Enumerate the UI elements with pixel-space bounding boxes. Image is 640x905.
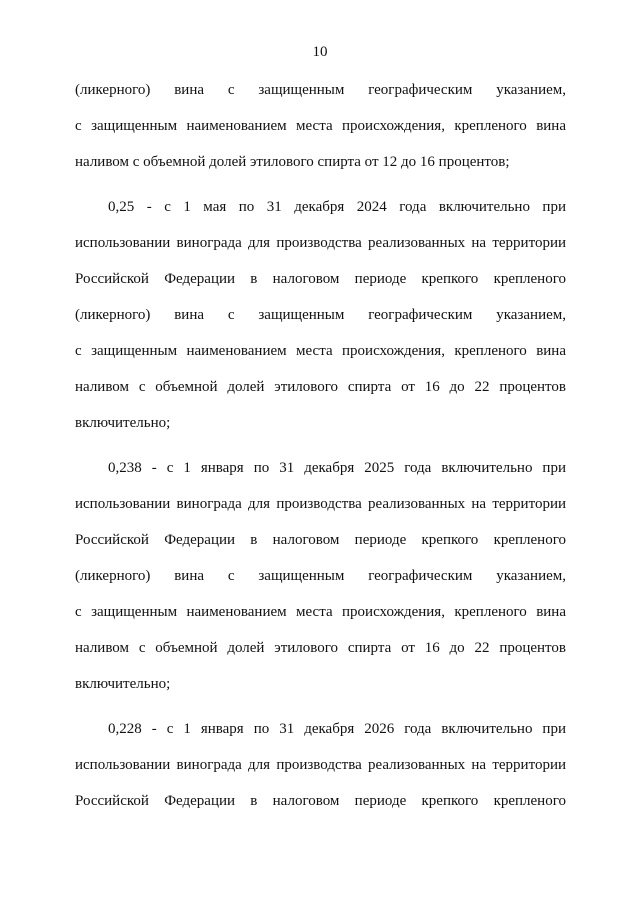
text-line: Российской Федерации в налоговом периоде крепкого крепленого bbox=[75, 793, 566, 809]
text-line: включительно; bbox=[75, 415, 171, 431]
text-line: использовании винограда для производства реализованных на территории bbox=[75, 235, 566, 251]
text-line: (ликерного) вина с защищенным географическим указанием, bbox=[75, 82, 566, 98]
paragraph-gap bbox=[75, 710, 566, 719]
paragraph-gap bbox=[75, 449, 566, 458]
page-number: 10 bbox=[312, 44, 328, 60]
text-line: 0,25 - с 1 мая по 31 декабря 2024 года включительно при bbox=[108, 199, 566, 215]
paragraph-gap bbox=[75, 188, 566, 197]
text-line: с защищенным наименованием места происхождения, крепленого вина bbox=[75, 343, 566, 359]
text-line: (ликерного) вина с защищенным географическим указанием, bbox=[75, 307, 566, 323]
text-line: включительно; bbox=[75, 676, 171, 692]
text-line: наливом с объемной долей этилового спирта от 16 до 22 процентов bbox=[75, 640, 566, 656]
text-line: использовании винограда для производства реализованных на территории bbox=[75, 757, 566, 773]
text-line: с защищенным наименованием места происхождения, крепленого вина bbox=[75, 118, 566, 134]
text-line: использовании винограда для производства реализованных на территории bbox=[75, 496, 566, 512]
document-body bbox=[75, 80, 566, 827]
text-line: с защищенным наименованием места происхождения, крепленого вина bbox=[75, 604, 566, 620]
text-line: Российской Федерации в налоговом периоде крепкого крепленого bbox=[75, 532, 566, 548]
text-line: (ликерного) вина с защищенным географическим указанием, bbox=[75, 568, 566, 584]
text-line: 0,238 - с 1 января по 31 декабря 2025 года включительно при bbox=[108, 460, 566, 476]
text-line: наливом с объемной долей этилового спирта от 16 до 22 процентов bbox=[75, 379, 566, 395]
text-line: 0,228 - с 1 января по 31 декабря 2026 года включительно при bbox=[108, 721, 566, 737]
text-line: Российской Федерации в налоговом периоде крепкого крепленого bbox=[75, 271, 566, 287]
text-line: наливом с объемной долей этилового спирта от 12 до 16 процентов; bbox=[75, 154, 510, 170]
